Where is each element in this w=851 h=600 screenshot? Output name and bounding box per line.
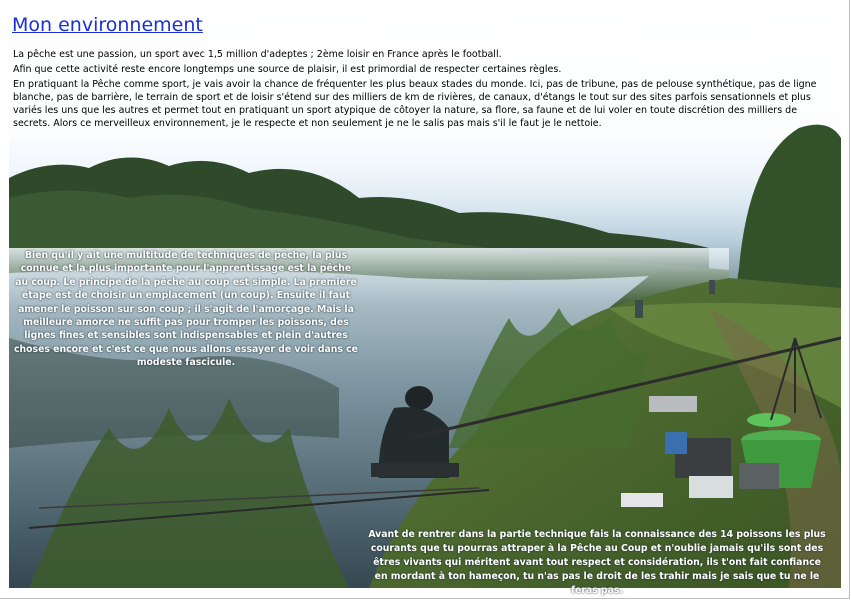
angler-head bbox=[405, 386, 433, 410]
page-title-link[interactable]: Mon environnement bbox=[12, 14, 203, 36]
intro-paragraph: La pêche est une passion, un sport avec 1,5 million d'adeptes ; 2ème loisir en France après le football. bbox=[13, 49, 502, 60]
intro-paragraph: En pratiquant la Pêche comme sport, je vais avoir la chance de fréquenter les plus beaux stades du monde. Ici, pas de tribune, pas de pelouse synthétique, pas de ligne blanche, pas de barrière, le terrain de sport et de loisir s'étend sur des milliers de km de rivières, de canaux, d'étangs le tout sur des sites parfois sensationnels et plus variés les uns que les autres et permet tout en pratiquant un sport atypique de côtoyer la nature, sa flore, sa faune et de lui voler en toute discrétion des milliers de secrets. Alors ce merveilleux environnement, je le respecte et non seulement je ne le salis pas mais s'il le faut je le nettoie. bbox=[13, 79, 817, 129]
photo-caption-poissons: Avant de rentrer dans la partie technique fais la connaissance des 14 poissons les plus courants que tu pourras attraper à la Pêche au Coup et n'oublie jamais qu'ils sont des êtres vivants qui méritent avant tout respect et considération, ils t'ont fait confiance en mordant à ton hameçon, tu n'as pas le droit de les trahir mais je sais que tu ne le feras pas. bbox=[368, 529, 826, 596]
photo-caption-peche-au-coup: Bien qu'il y ait une multitude de techniques de pêche, la plus connue et la plus importante pour l'apprentissage est la pêche au coup. Le principe de la pêche au coup est simple. La première étape est de choisir un emplacement (un coup). Ensuite il faut amener le poisson sur son coup ; il s'agit de l'amorçage. Mais la meilleure amorce ne suffit pas pour tromper les poissons, des lignes fines et sensibles sont indispensables et plein d'autres choses encore et c'est ce que nous allons essayer de voir dans ce modeste fascicule. bbox=[14, 250, 358, 369]
intro-text bbox=[13, 48, 831, 130]
intro-paragraph: Afin que cette activité reste encore longtemps une source de plaisir, il est primordial de respecter certaines règles. bbox=[13, 64, 562, 75]
